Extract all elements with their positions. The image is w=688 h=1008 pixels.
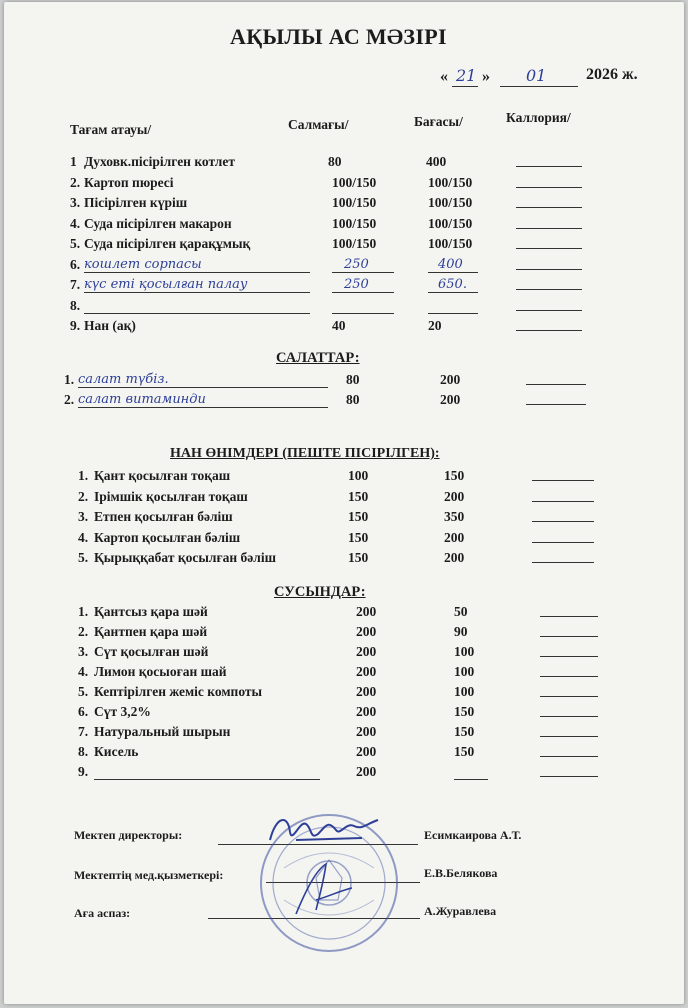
sig-person-chef: А.Журавлева bbox=[424, 904, 497, 918]
row-number: 6. bbox=[78, 704, 89, 719]
item-price: 150 bbox=[454, 724, 475, 739]
item-weight: 200 bbox=[356, 644, 377, 659]
header-calories: Каллория/ bbox=[506, 110, 571, 125]
item-weight: 200 bbox=[356, 664, 377, 679]
item-name: Қантпен қара шәй bbox=[94, 624, 208, 639]
item-price: 200 bbox=[440, 372, 461, 387]
row-number: 5. bbox=[70, 236, 81, 251]
item-name: Сүт қосылған шәй bbox=[94, 644, 209, 659]
item-price: 100/150 bbox=[428, 174, 473, 190]
calorie-blank bbox=[516, 248, 582, 249]
item-price: 100 bbox=[454, 644, 475, 659]
item-name: Сүт 3,2% bbox=[94, 704, 151, 719]
item-price: 150 bbox=[454, 744, 475, 759]
calorie-blank bbox=[532, 521, 594, 522]
calorie-blank bbox=[516, 166, 582, 167]
row-number: 7. bbox=[70, 277, 81, 292]
row-number: 8. bbox=[78, 744, 89, 759]
item-weight: 80 bbox=[328, 154, 342, 169]
calorie-blank bbox=[532, 562, 594, 563]
item-weight: 150 bbox=[348, 509, 369, 524]
item-name: Кептірілген жеміс компоты bbox=[94, 684, 263, 699]
item-name: Нан (ақ) bbox=[84, 318, 136, 333]
sig-person-medic: Е.В.Белякова bbox=[424, 866, 498, 880]
sig-role-medic: Мектептің мед.қызметкері: bbox=[74, 868, 224, 882]
item-weight: 80 bbox=[346, 392, 360, 407]
item-price: 400 bbox=[426, 154, 447, 169]
row-number: 3. bbox=[78, 644, 89, 659]
row-number: 5. bbox=[78, 550, 89, 565]
director-signature-icon bbox=[266, 810, 386, 850]
item-weight: 150 bbox=[348, 550, 369, 565]
item-weight: 200 bbox=[356, 624, 377, 639]
item-name: Лимон қосыоған шай bbox=[94, 664, 227, 679]
header-weight: Салмағы/ bbox=[288, 117, 349, 132]
item-price: 150 bbox=[444, 468, 465, 483]
item-name: Суда пісірілген макарон bbox=[84, 215, 232, 231]
calorie-blank bbox=[540, 656, 598, 657]
item-weight: 100/150 bbox=[332, 215, 377, 231]
row-number: 5. bbox=[78, 684, 89, 699]
row-number: 4. bbox=[78, 529, 89, 545]
item-price: 100/150 bbox=[428, 236, 473, 251]
item-weight: 150 bbox=[348, 488, 369, 504]
calorie-blank bbox=[532, 542, 594, 543]
item-price: 100 bbox=[454, 664, 475, 679]
item-name: Етпен қосылған бәліш bbox=[94, 509, 233, 524]
item-name: кошлет сорпасы bbox=[84, 256, 202, 272]
row-number: 1. bbox=[64, 372, 75, 387]
item-price: 200 bbox=[444, 529, 465, 545]
item-weight: 80 bbox=[346, 372, 360, 387]
item-weight: 150 bbox=[348, 529, 369, 545]
header-name: Тағам атауы/ bbox=[70, 122, 152, 137]
item-name: Қантсыз қара шәй bbox=[94, 604, 208, 619]
calorie-blank bbox=[526, 404, 586, 405]
calorie-blank bbox=[516, 310, 582, 311]
item-price: 200 bbox=[440, 392, 461, 407]
calorie-blank bbox=[532, 480, 594, 481]
date-year: 2026 ж. bbox=[586, 66, 638, 83]
row-number: 4. bbox=[70, 215, 81, 231]
item-weight: 40 bbox=[332, 318, 346, 333]
row-number: 2. bbox=[70, 174, 81, 190]
calorie-blank bbox=[540, 716, 598, 717]
item-weight: 200 bbox=[356, 744, 377, 759]
item-weight: 200 bbox=[356, 724, 377, 739]
row-number: 1. bbox=[78, 468, 89, 483]
calorie-blank bbox=[516, 289, 582, 290]
date-day: 21 bbox=[456, 66, 477, 85]
item-price: 400 bbox=[438, 256, 463, 272]
row-number: 1 bbox=[70, 154, 77, 169]
calorie-blank bbox=[540, 756, 598, 757]
calorie-blank bbox=[540, 736, 598, 737]
medic-signature-icon bbox=[286, 860, 366, 920]
calorie-blank bbox=[532, 501, 594, 502]
item-weight: 100/150 bbox=[332, 236, 377, 251]
item-name: Натуральный шырын bbox=[94, 724, 231, 739]
item-price: 20 bbox=[428, 318, 442, 333]
calorie-blank bbox=[516, 228, 582, 229]
menu-sheet bbox=[4, 2, 684, 1004]
calorie-blank bbox=[516, 269, 582, 270]
item-name: салат түбіз. bbox=[78, 372, 169, 387]
item-weight: 100/150 bbox=[332, 174, 377, 190]
drinks-title: СУСЫНДАР: bbox=[274, 584, 366, 600]
salads-title: САЛАТТАР: bbox=[276, 350, 360, 366]
item-name: Пісірілген күріш bbox=[84, 195, 188, 210]
row-number: 3. bbox=[78, 509, 89, 524]
item-price: 100/150 bbox=[428, 195, 473, 210]
item-weight: 100 bbox=[348, 468, 369, 483]
item-weight: 250 bbox=[344, 256, 369, 272]
row-number: 2. bbox=[78, 488, 89, 504]
calorie-blank bbox=[540, 636, 598, 637]
sig-role-chef: Аға аспаз: bbox=[74, 906, 131, 920]
item-name: салат витаминди bbox=[78, 392, 206, 407]
row-number: 6. bbox=[70, 256, 81, 272]
calorie-blank bbox=[540, 776, 598, 777]
sig-person-director: Есимкаирова А.Т. bbox=[424, 828, 522, 842]
item-price: 50 bbox=[454, 604, 468, 619]
item-weight: 200 bbox=[356, 684, 377, 699]
row-number: 9. bbox=[78, 764, 89, 779]
item-name: Кисель bbox=[94, 744, 139, 759]
item-price: 100 bbox=[454, 684, 475, 699]
calorie-blank bbox=[540, 616, 598, 617]
item-price: 650. bbox=[438, 277, 467, 292]
item-price: 100/150 bbox=[428, 215, 473, 231]
date-close-quote: » bbox=[482, 68, 490, 85]
item-name: күс еті қосылған палау bbox=[84, 277, 248, 292]
bakery-title: НАН ӨНІМДЕРІ (ПЕШТЕ ПІСІРІЛГЕН): bbox=[170, 446, 440, 461]
item-name: Картоп пюресі bbox=[84, 174, 174, 190]
row-number: 1. bbox=[78, 604, 89, 619]
row-number: 2. bbox=[64, 392, 75, 407]
row-number: 2. bbox=[78, 624, 89, 639]
item-price: 150 bbox=[454, 704, 475, 719]
item-weight: 100/150 bbox=[332, 195, 377, 210]
calorie-blank bbox=[516, 207, 582, 208]
item-price: 90 bbox=[454, 624, 468, 639]
row-number: 9. bbox=[70, 318, 81, 333]
calorie-blank bbox=[540, 676, 598, 677]
row-number: 3. bbox=[70, 195, 81, 210]
item-price: 200 bbox=[444, 550, 465, 565]
date-open-quote: « bbox=[440, 68, 448, 85]
item-price: 200 bbox=[444, 488, 465, 504]
item-weight: 250 bbox=[344, 277, 369, 292]
header-price: Бағасы/ bbox=[414, 114, 463, 129]
item-name: Ірімшік қосылған тоқаш bbox=[94, 488, 248, 504]
row-number: 8. bbox=[70, 297, 81, 313]
item-weight: 200 bbox=[356, 704, 377, 719]
date-month: 01 bbox=[526, 66, 547, 85]
item-name: Картоп қосылған бәліш bbox=[94, 529, 241, 545]
item-name: Суда пісірілген қарақұмық bbox=[84, 236, 251, 251]
row-number: 4. bbox=[78, 664, 89, 679]
sig-role-director: Мектеп директоры: bbox=[74, 828, 183, 842]
page-title: АҚЫЛЫ АС МӘЗІРІ bbox=[230, 24, 447, 49]
item-name: Духовк.пісірілген котлет bbox=[84, 154, 235, 169]
item-weight: 200 bbox=[356, 764, 377, 779]
row-number: 7. bbox=[78, 724, 89, 739]
item-name: Қырыққабат қосылған бәліш bbox=[94, 550, 276, 565]
item-price: 350 bbox=[444, 509, 465, 524]
calorie-blank bbox=[540, 696, 598, 697]
calorie-blank bbox=[516, 187, 582, 188]
item-name: Қант қосылған тоқаш bbox=[94, 468, 231, 483]
item-weight: 200 bbox=[356, 604, 377, 619]
calorie-blank bbox=[526, 384, 586, 385]
calorie-blank bbox=[516, 330, 582, 331]
